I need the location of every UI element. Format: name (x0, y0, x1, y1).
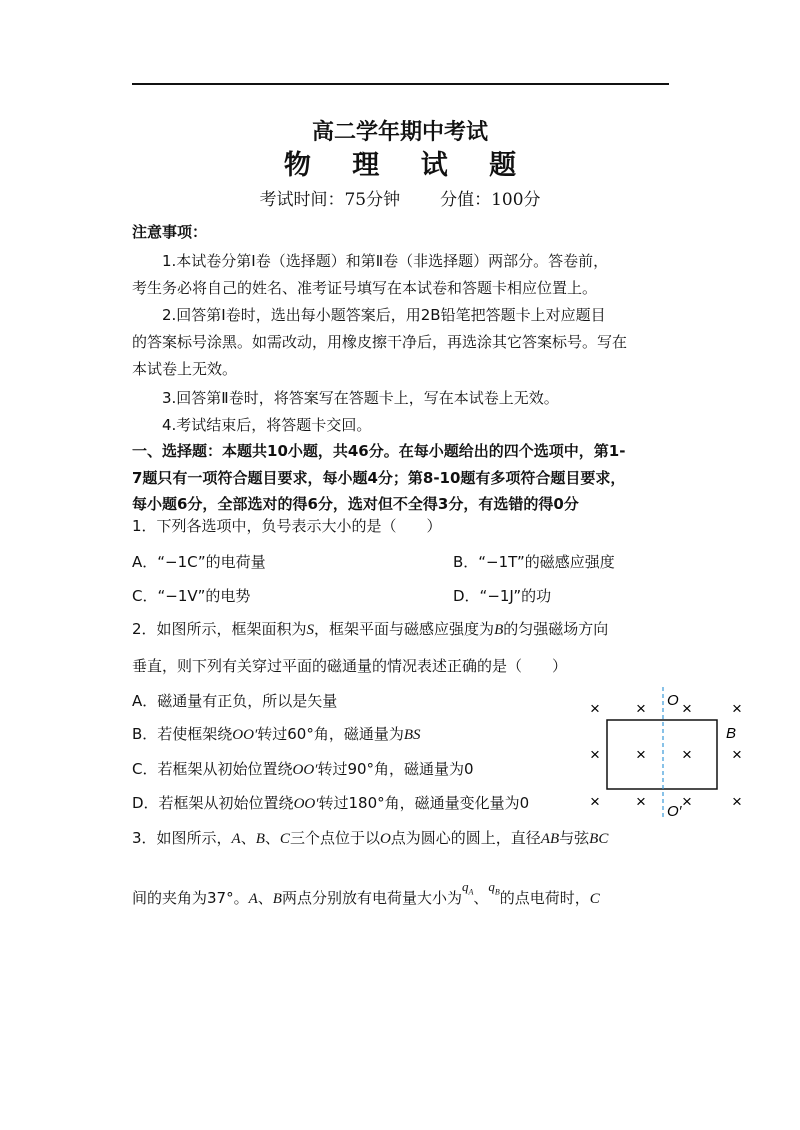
q3-sub-a: A (468, 887, 474, 897)
q2-option-b (132, 723, 421, 744)
q2-option-d-axis: OO′ (293, 796, 319, 812)
notice-heading: 注意事项： (132, 223, 208, 241)
q1-option-a: A．“−1C”的电荷量 (132, 553, 266, 571)
q2-var-s: S (306, 622, 315, 638)
q2-option-c-text-a: C．若框架从初始位置绕 (132, 760, 293, 778)
axis-label-o-prime: O′ (667, 803, 682, 819)
q2-stem-text-a: 2．如图所示，框架面积为 (132, 620, 307, 638)
q3-text-d: 与弦 (559, 829, 590, 847)
q3-var-a: A (248, 891, 258, 907)
q3-sep: 、 (257, 889, 273, 907)
q2-option-c-text-b: 转过90°角，磁通量为0 (317, 760, 474, 778)
cross-mark: × (636, 699, 646, 718)
cross-mark: × (682, 699, 692, 718)
subject-title: 物 理 试 题 (283, 150, 533, 181)
q3-var-c: C (589, 891, 600, 907)
q2-option-a: A．磁通量有正负，所以是矢量 (132, 692, 338, 710)
q3-text-a: 3．如图所示， (132, 829, 232, 847)
cross-mark: × (590, 745, 600, 764)
q3-var-q-b: q (488, 879, 495, 894)
q3-var-b: B (255, 831, 265, 847)
q2-option-b-axis: OO′ (232, 727, 258, 743)
q1-stem: 1．下列各选项中，负号表示大小的是（ ） (132, 517, 442, 535)
q3-var-q-a: q (461, 879, 469, 894)
q3-var-o: O (379, 831, 391, 847)
notice-item-2-line-3: 本试卷上无效。 (132, 360, 238, 378)
cross-mark: × (636, 745, 646, 764)
cross-mark: × (590, 699, 600, 718)
axis-label-o: O (667, 692, 679, 709)
q2-stem-text-c: 的匀强磁场方向 (503, 620, 609, 638)
q2-option-c (132, 758, 474, 779)
q2-option-b-text-b: 转过60°角，磁通量为 (257, 725, 404, 743)
notice-item-2-line-1: 2.回答第Ⅰ卷时，选出每小题答案后，用2B铅笔把答题卡上对应题目 (162, 306, 606, 324)
notice-item-1-line-2: 考生务必将自己的姓名、准考证号填写在本试卷和答题卡相应位置上。 (132, 279, 598, 297)
exam-info (0, 185, 800, 210)
q2-option-d-text-a: D．若框架从初始位置绕 (132, 794, 294, 812)
q3-var-c: C (279, 831, 290, 847)
section1-line-2: 7题只有一项符合题目要求，每小题4分；第8-10题有多项符合题目要求， (132, 469, 626, 487)
notice-item-1-line-1: 1.本试卷分第Ⅰ卷（选择题）和第Ⅱ卷（非选择题）两部分。答卷前， (162, 252, 609, 270)
notice-item-2-line-2: 的答案标号涂黑。如需改动，用橡皮擦干净后，再选涂其它答案标号。写在 (132, 333, 628, 351)
score-label: 分值：100分 (440, 190, 541, 210)
q2-stem-text-b: ，框架平面与磁感应强度为 (314, 620, 495, 638)
q3-text-b: 三个点位于以 (289, 829, 380, 847)
q3-sep: 、 (473, 889, 489, 907)
q2-stem-line-1 (132, 619, 608, 640)
q3-sep: 、 (240, 829, 256, 847)
q3-var-b: B (272, 891, 282, 907)
field-label-b: B (726, 725, 737, 742)
q1-option-d: D．“−1J”的功 (453, 587, 552, 605)
notice-item-4: 4.考试结束后，将答题卡交回。 (162, 416, 372, 434)
cross-mark: × (682, 745, 692, 764)
q3-var-bc: BC (589, 831, 609, 847)
q2-option-b-bs: BS (403, 727, 421, 743)
cross-mark: × (732, 745, 742, 764)
time-label: 考试时间：75分钟 (259, 190, 401, 210)
q2-option-c-axis: OO′ (292, 762, 318, 778)
q3-stem-line-1 (132, 828, 608, 849)
exam-title: 高二学年期中考试 (311, 120, 488, 145)
q3-text-c: 点为圆心的圆上，直径 (390, 829, 541, 847)
q3-sub-b: B (494, 887, 500, 897)
q3-sep: 、 (264, 829, 280, 847)
q3-stem-line-2 (132, 879, 600, 915)
q3-text-e: 间的夹角为37°。 (132, 889, 249, 907)
q2-stem-line-2: 垂直，则下列有关穿过平面的磁通量的情况表述正确的是（ ） (132, 657, 568, 675)
q2-option-d-text-b: 转过180°角，磁通量变化量为0 (318, 794, 530, 812)
q2-option-d (132, 792, 529, 813)
frame-rectangle (607, 720, 717, 789)
section1-line-1: 一、选择题：本题共10小题，共46分。在每小题给出的四个选项中，第1- (132, 442, 626, 460)
cross-mark: × (636, 792, 646, 811)
q1-option-c: C．“−1V”的电势 (132, 587, 251, 605)
q2-var-b: B (494, 622, 504, 638)
q3-charge-b (488, 880, 499, 895)
header-rule (132, 83, 669, 85)
cross-mark: × (590, 792, 600, 811)
q3-text-f: 两点分别放有电荷量大小为 (281, 889, 462, 907)
q3-var-a: A (231, 831, 241, 847)
q3-text-g: 的点电荷时， (499, 889, 590, 907)
cross-mark: × (732, 699, 742, 718)
q2-option-b-text-a: B．若使框架绕 (132, 725, 233, 743)
cross-mark: × (682, 792, 692, 811)
q3-var-ab: AB (540, 831, 560, 847)
magnetic-field-frame-figure (583, 687, 753, 819)
q3-charge-a (462, 880, 473, 895)
q1-option-b: B．“−1T”的磁感应强度 (453, 553, 615, 571)
section1-line-3: 每小题6分，全部选对的得6分，选对但不全得3分，有选错的得0分 (132, 495, 579, 513)
notice-item-3: 3.回答第Ⅱ卷时，将答案写在答题卡上，写在本试卷上无效。 (162, 389, 559, 407)
cross-mark: × (732, 792, 742, 811)
